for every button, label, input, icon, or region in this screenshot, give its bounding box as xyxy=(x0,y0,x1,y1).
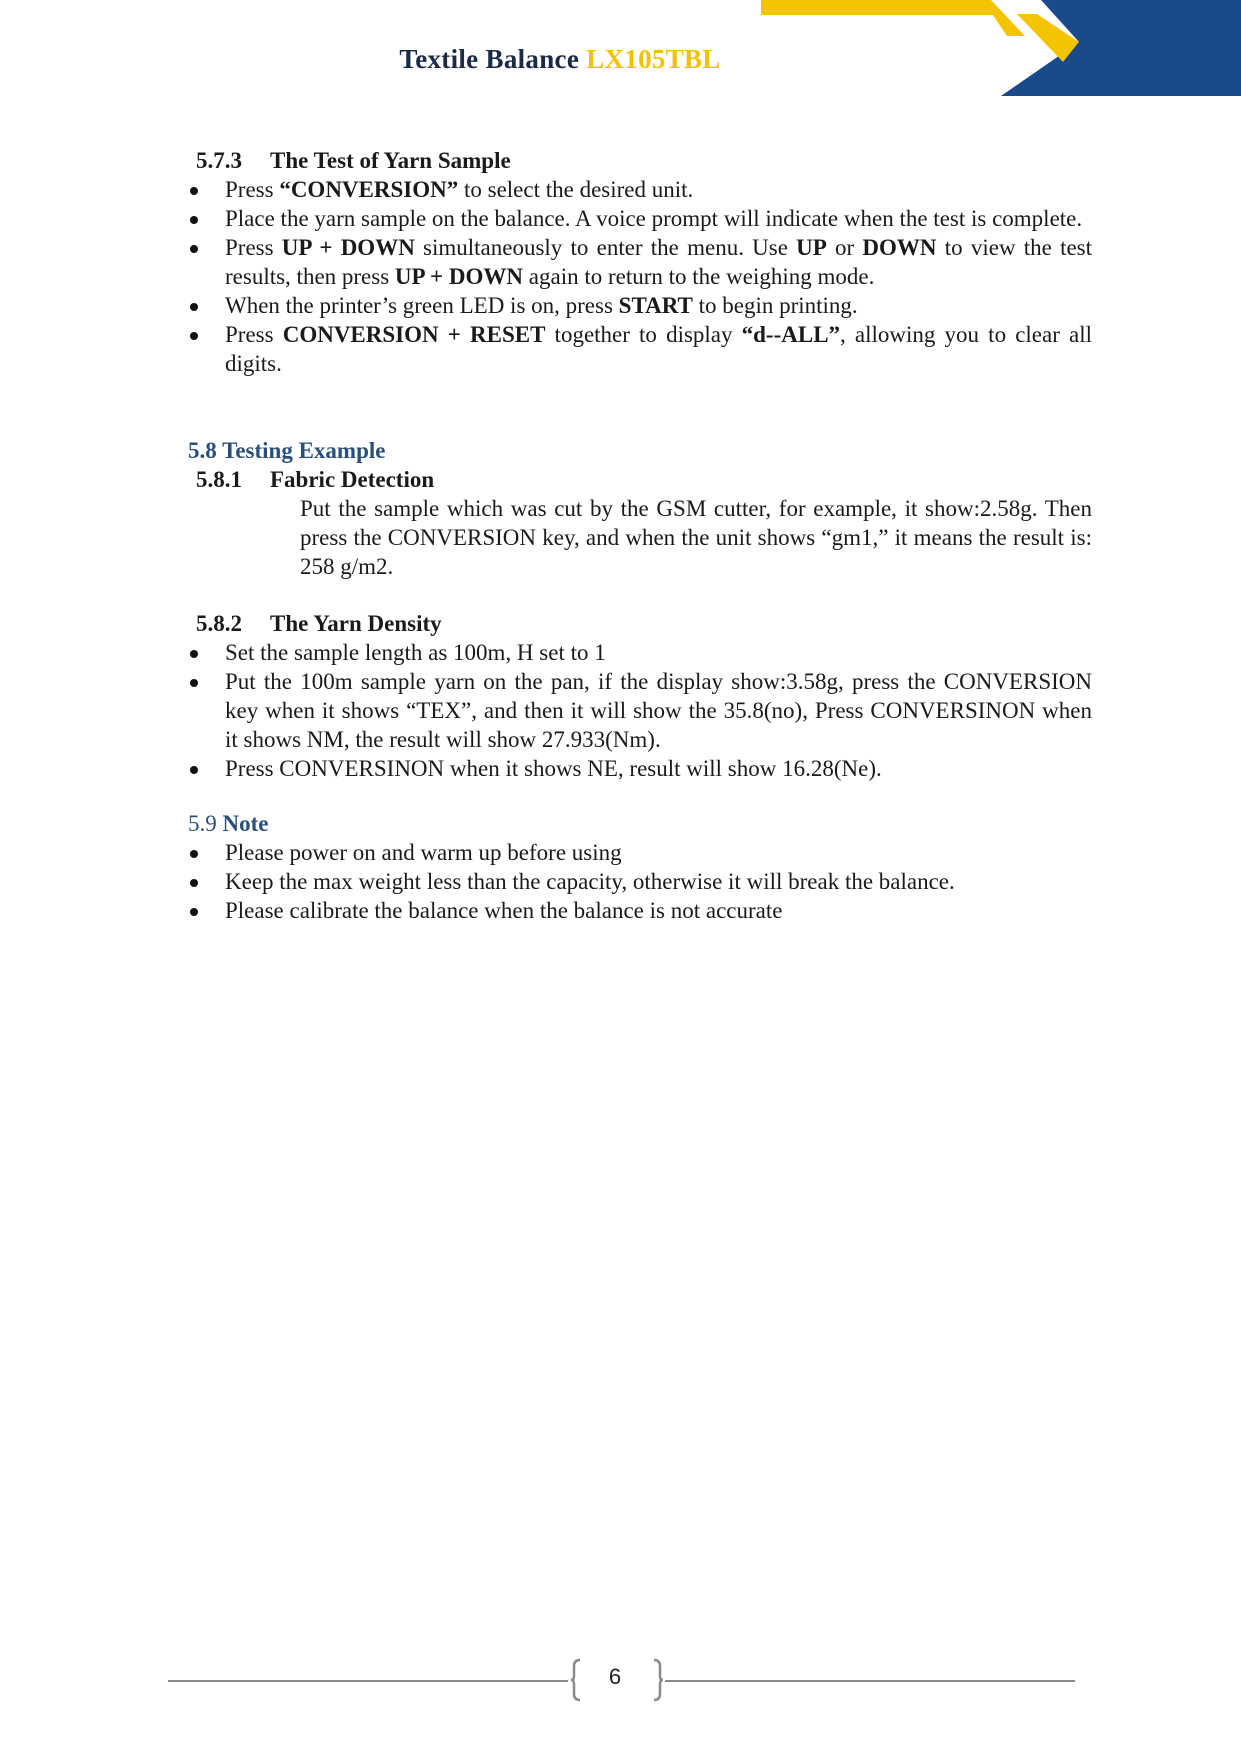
fabric-detection-paragraph: Put the sample which was cut by the GSM cutter, for example, it show:2.58g. Then press the CONVERSION key, and when the unit shows “gm1,” it means the result is: 258 g/m2. xyxy=(300,496,1092,579)
left-bracket-icon xyxy=(570,1658,582,1702)
notes-list xyxy=(188,838,1092,925)
heading-5-8-2 xyxy=(196,609,1092,638)
right-bracket-icon xyxy=(652,1658,664,1702)
heading-5-8 xyxy=(188,436,1092,465)
list-item: Press UP + DOWN simultaneously to enter the menu. Use UP or DOWN to view the test results, then press UP + DOWN again to return to the weighing mode. xyxy=(188,233,1092,291)
list-item: Set the sample length as 100m, H set to 1 xyxy=(188,638,1092,667)
header-model-name: LX105TBL xyxy=(586,44,721,74)
heading-number: 5.7.3 xyxy=(196,148,242,173)
heading-title: Fabric Detection xyxy=(270,467,435,492)
list-item: Keep the max weight less than the capacity, otherwise it will break the balance. xyxy=(188,867,1092,896)
page-number: 6 xyxy=(608,1664,622,1689)
heading-number: 5.8.2 xyxy=(196,611,242,636)
page-content xyxy=(188,146,1092,925)
heading-number: 5.9 xyxy=(188,811,217,836)
list-item: Please calibrate the balance when the balance is not accurate xyxy=(188,896,1092,925)
footer-rule-right xyxy=(665,1680,1075,1682)
yarn-density-list xyxy=(188,638,1092,783)
list-item: Press “CONVERSION” to select the desired unit. xyxy=(188,175,1092,204)
heading-title: Note xyxy=(222,811,269,836)
list-item: Place the yarn sample on the balance. A voice prompt will indicate when the test is complete. xyxy=(188,204,1092,233)
heading-title: Testing Example xyxy=(222,438,386,463)
list-item: Please power on and warm up before using xyxy=(188,838,1092,867)
heading-title: The Test of Yarn Sample xyxy=(270,148,511,173)
list-item: When the printer’s green LED is on, press START to begin printing. xyxy=(188,291,1092,320)
list-item: Put the 100m sample yarn on the pan, if the display show:3.58g, press the CONVERSION key when it shows “TEX”, and then it will show the 35.8(no), Press CONVERSINON when it shows NM, the result will show 27.933(Nm). xyxy=(188,667,1092,754)
document-header-title xyxy=(0,44,1120,75)
heading-5-7-3 xyxy=(196,146,1092,175)
heading-5-8-1 xyxy=(196,465,1092,494)
yarn-test-steps-list xyxy=(188,175,1092,378)
header-title-prefix: Textile Balance xyxy=(399,44,580,74)
list-item: Press CONVERSINON when it shows NE, result will show 16.28(Ne). xyxy=(188,754,1092,783)
heading-number: 5.8 xyxy=(188,438,217,463)
heading-title: The Yarn Density xyxy=(270,611,442,636)
list-item: Press CONVERSION + RESET together to display “d--ALL”, allowing you to clear all digits. xyxy=(188,320,1092,378)
heading-5-9 xyxy=(188,809,1092,838)
footer-rule-left xyxy=(168,1680,568,1682)
heading-number: 5.8.1 xyxy=(196,467,242,492)
